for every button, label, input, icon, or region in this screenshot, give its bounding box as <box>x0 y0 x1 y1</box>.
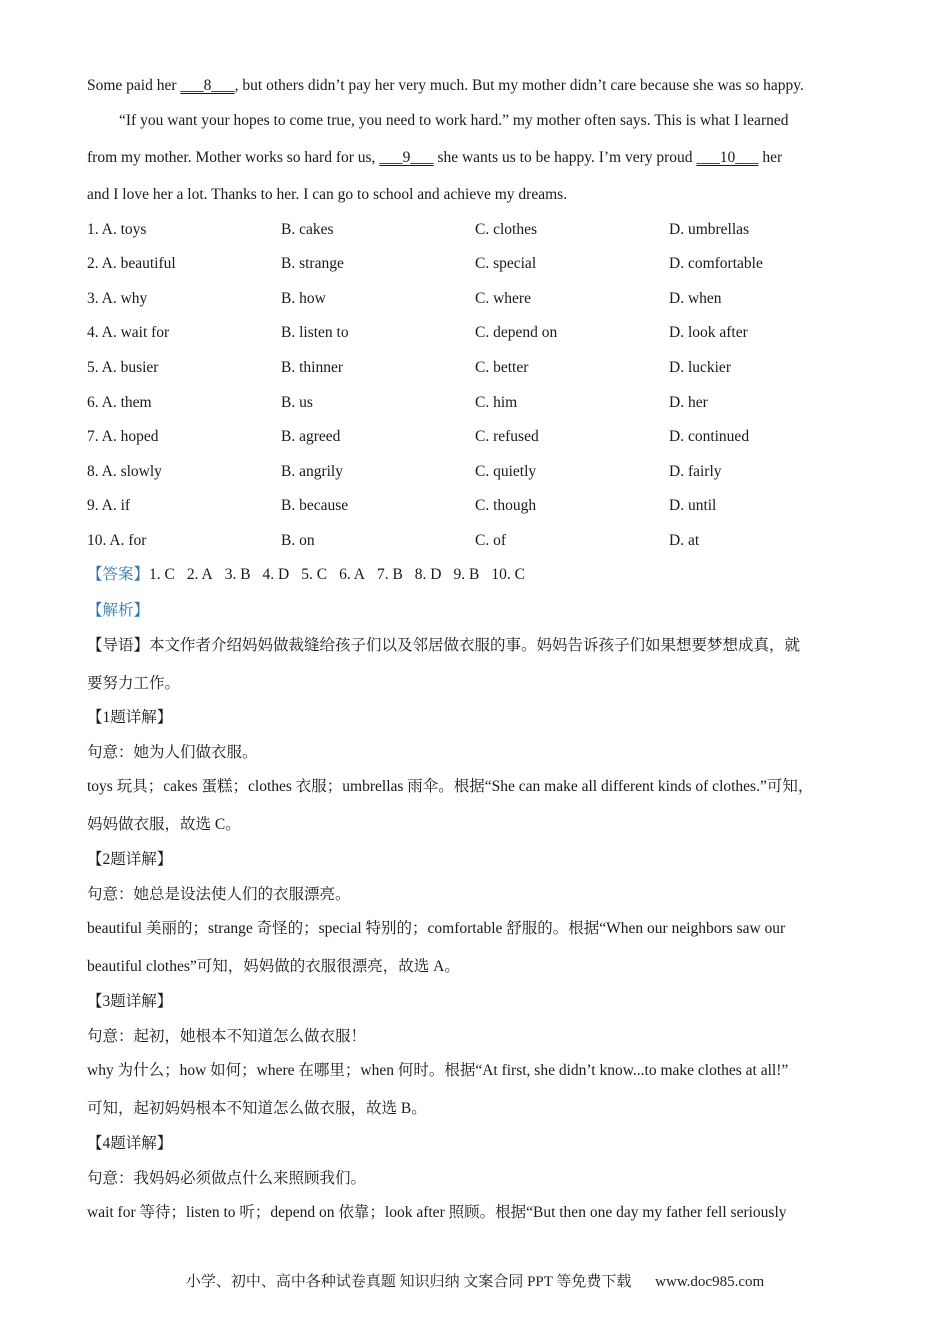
answer-item: 4. D <box>262 566 290 583</box>
answer-item: 9. B <box>453 566 480 583</box>
detail-heading: 【3题详解】 <box>87 993 173 1010</box>
answer-item: 5. C <box>301 566 328 583</box>
option-a: 9. A. if <box>87 497 131 514</box>
answer-label: 【答案】 <box>87 566 150 583</box>
option-b: B. agreed <box>281 428 341 445</box>
option-d: D. at <box>669 532 700 549</box>
option-d: D. umbrellas <box>669 221 750 238</box>
question-9-options <box>87 496 877 516</box>
option-d: D. comfortable <box>669 255 763 272</box>
detail-explanation: 妈妈做衣服，故选 C。 <box>87 816 241 833</box>
answer-item: 8. D <box>414 566 442 583</box>
footer-url[interactable]: www.doc985.com <box>655 1274 765 1290</box>
option-b: B. cakes <box>281 221 334 238</box>
option-a: 8. A. slowly <box>87 463 162 480</box>
option-a: 5. A. busier <box>87 359 159 376</box>
footer-text: 小学、初中、高中各种试卷真题 知识归纳 文案合同 PPT 等免费下载 <box>185 1274 632 1290</box>
option-c: C. where <box>475 290 531 307</box>
option-d: D. fairly <box>669 463 722 480</box>
passage-line-2: “If you want your hopes to come true, you need to work hard.” my mother often says. This is what I learned <box>119 112 789 129</box>
option-c: C. though <box>475 497 537 514</box>
option-d: D. look after <box>669 324 748 341</box>
page-footer <box>0 1270 950 1291</box>
option-a: 7. A. hoped <box>87 428 159 445</box>
passage-text: her <box>758 149 783 166</box>
question-7-options <box>87 427 877 447</box>
detail-explanation: 可知，起初妈妈根本不知道怎么做衣服，故选 B。 <box>87 1100 427 1117</box>
option-c: C. depend on <box>475 324 558 341</box>
option-a: 2. A. beautiful <box>87 255 176 272</box>
option-d: D. luckier <box>669 359 731 376</box>
option-d: D. when <box>669 290 722 307</box>
answer-key <box>87 565 880 585</box>
option-b: B. strange <box>281 255 344 272</box>
detail-explanation: beautiful clothes”可知，妈妈做的衣服很漂亮，故选 A。 <box>87 958 460 975</box>
question-5-options <box>87 358 877 378</box>
option-a: 1. A. toys <box>87 221 147 238</box>
answer-item: 10. C <box>491 566 525 583</box>
option-c: C. better <box>475 359 529 376</box>
passage-text: Some paid her <box>87 77 181 94</box>
option-a: 3. A. why <box>87 290 148 307</box>
option-a: 6. A. them <box>87 394 152 411</box>
answer-item: 3. B <box>224 566 251 583</box>
option-b: B. how <box>281 290 326 307</box>
option-b: B. thinner <box>281 359 343 376</box>
answer-item: 2. A <box>186 566 213 583</box>
passage-line-4: and I love her a lot. Thanks to her. I can go to school and achieve my dreams. <box>87 186 568 203</box>
passage-line-3 <box>87 148 880 168</box>
option-c: C. refused <box>475 428 539 445</box>
option-c: C. of <box>475 532 506 549</box>
option-b: B. because <box>281 497 349 514</box>
guide-line-2: 要努力工作。 <box>87 675 181 692</box>
passage-text: she wants us to be happy. I’m very proud <box>433 149 697 166</box>
detail-sentence: 句意：她为人们做衣服。 <box>87 744 258 761</box>
option-c: C. quietly <box>475 463 537 480</box>
answer-item: 7. B <box>376 566 403 583</box>
detail-explanation: wait for 等待；listen to 听；depend on 依靠；look after 照顾。根据“But then one day my father fell seriously <box>87 1204 787 1221</box>
blank-9: ___9___ <box>379 149 434 166</box>
detail-explanation: toys 玩具；cakes 蛋糕；clothes 衣服；umbrellas 雨伞。根据“She can make all different kinds of clothes.”可知， <box>87 778 814 795</box>
question-8-options <box>87 462 877 482</box>
detail-sentence: 句意：她总是设法使人们的衣服漂亮。 <box>87 886 351 903</box>
detail-explanation: beautiful 美丽的；strange 奇怪的；special 特别的；comfortable 舒服的。根据“When our neighbors saw our <box>87 920 786 937</box>
question-1-options <box>87 220 877 240</box>
passage-text: , but others didn’t pay her very much. But my mother didn’t care because she was so happy. <box>234 77 804 94</box>
question-4-options <box>87 323 877 343</box>
detail-heading: 【2题详解】 <box>87 851 173 868</box>
option-d: D. continued <box>669 428 750 445</box>
blank-8: ___8___ <box>180 77 235 94</box>
option-b: B. listen to <box>281 324 349 341</box>
guide-line-1: 【导语】本文作者介绍妈妈做裁缝给孩子们以及邻居做衣服的事。妈妈告诉孩子们如果想要梦想成真，就 <box>87 637 801 654</box>
question-3-options <box>87 289 877 309</box>
option-b: B. us <box>281 394 313 411</box>
question-6-options <box>87 393 877 413</box>
option-a: 4. A. wait for <box>87 324 170 341</box>
option-a: 10. A. for <box>87 532 147 549</box>
option-c: C. clothes <box>475 221 537 238</box>
option-c: C. him <box>475 394 518 411</box>
question-2-options <box>87 254 877 274</box>
option-d: D. her <box>669 394 708 411</box>
passage-line-1 <box>87 76 880 96</box>
detail-explanation: why 为什么；how 如何；where 在哪里；when 何时。根据“At first, she didn’t know...to make clothes at all!” <box>87 1062 789 1079</box>
answer-item: 1. C <box>149 566 175 583</box>
detail-heading: 【1题详解】 <box>87 709 173 726</box>
option-b: B. angrily <box>281 463 343 480</box>
detail-sentence: 句意：起初，她根本不知道怎么做衣服！ <box>87 1028 367 1045</box>
detail-sentence: 句意：我妈妈必须做点什么来照顾我们。 <box>87 1170 367 1187</box>
answer-item: 6. A <box>339 566 365 583</box>
question-10-options <box>87 531 877 551</box>
option-b: B. on <box>281 532 315 549</box>
option-d: D. until <box>669 497 717 514</box>
analysis-label: 【解析】 <box>87 602 150 619</box>
option-c: C. special <box>475 255 537 272</box>
blank-10: ___10___ <box>696 149 759 166</box>
passage-text: from my mother. Mother works so hard for us, <box>87 149 380 166</box>
detail-heading: 【4题详解】 <box>87 1135 173 1152</box>
